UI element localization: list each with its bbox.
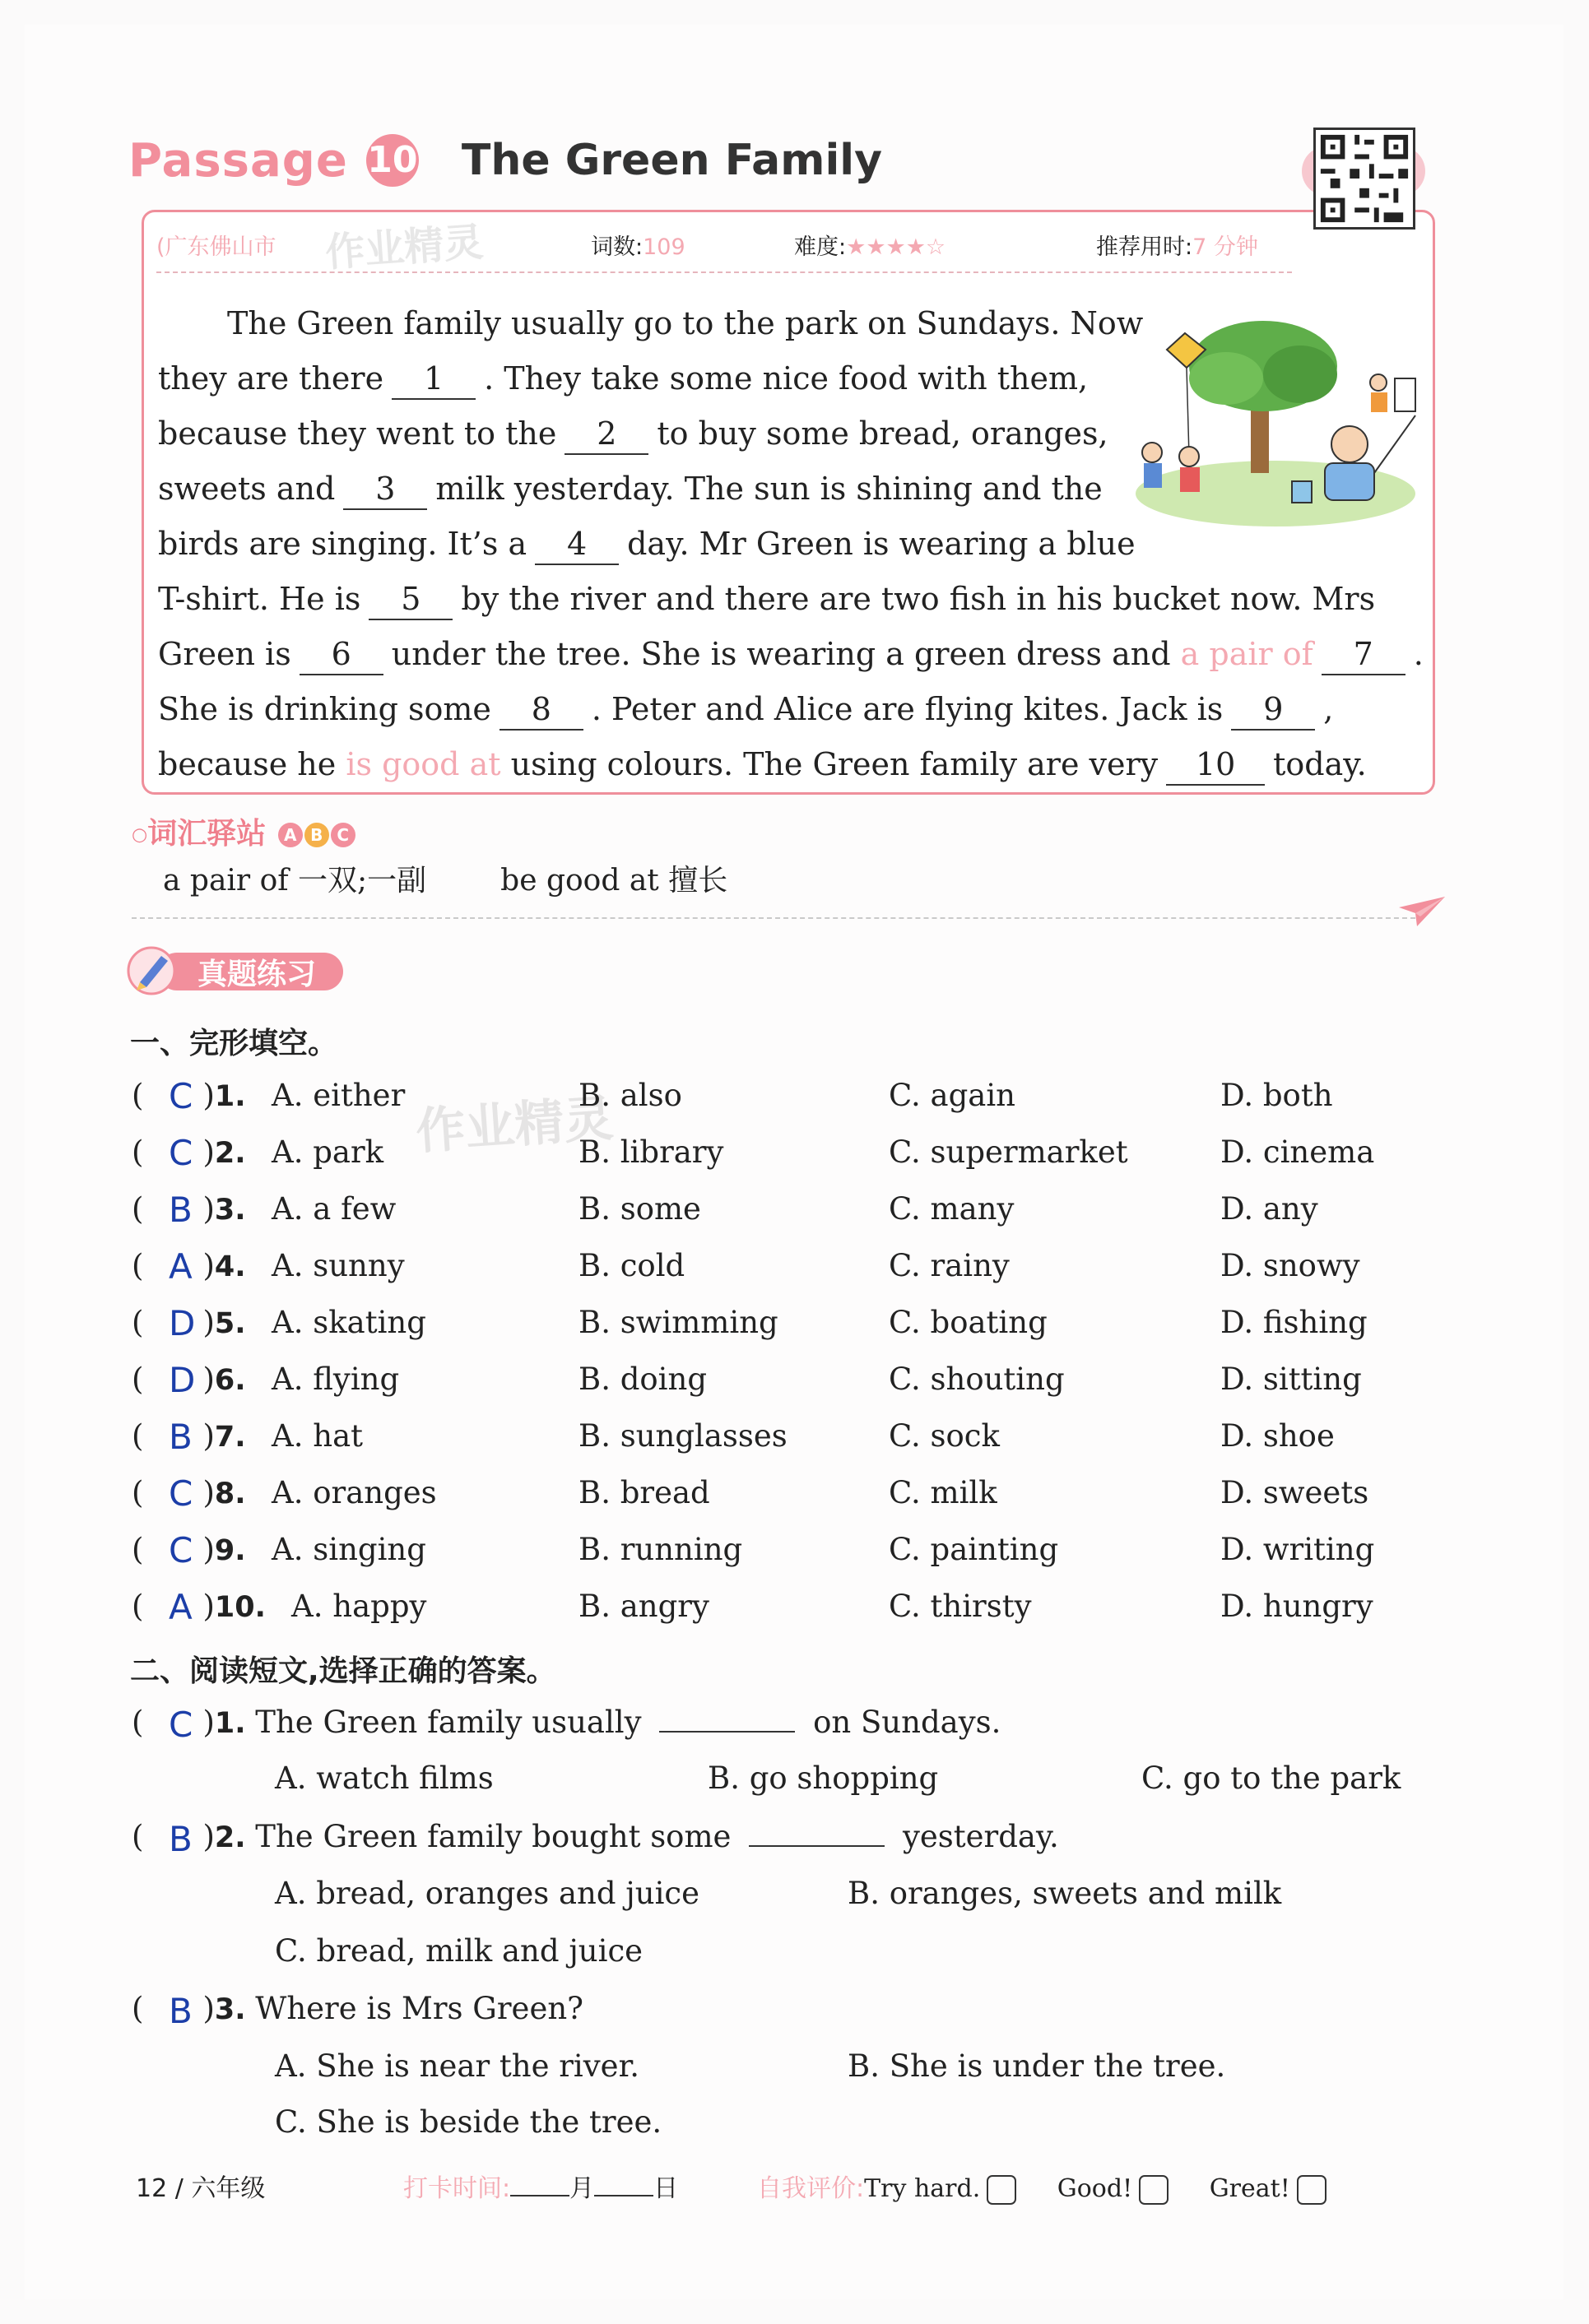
option-b[interactable]: B. running	[578, 1532, 743, 1567]
option-c[interactable]: C. She is beside the tree.	[275, 2104, 662, 2140]
blank-4[interactable]: 4	[535, 524, 619, 565]
option-a[interactable]: A. flying	[272, 1361, 400, 1397]
checkin-time: 打卡时间: 月 日	[403, 2174, 679, 2203]
question-row: ( )1. The Green family usually on Sundays.	[132, 1705, 1001, 1740]
vocab-divider	[132, 917, 1415, 919]
blank-3[interactable]: 3	[343, 469, 427, 510]
option-c[interactable]: C. thirsty	[889, 1589, 1032, 1624]
passage-line: they are there 1 . They take some nice food with them,	[158, 351, 1277, 406]
question-number: 7.	[214, 1421, 246, 1454]
difficulty-stars-icon: ★★★★☆	[846, 234, 946, 260]
passage-line: The Green family usually go to the park on Sundays. Now	[227, 305, 1144, 341]
difficulty-label: 难度:	[794, 234, 847, 260]
question-row: ( )4.	[132, 1248, 246, 1283]
question-number: 3.	[214, 1194, 246, 1227]
option-c[interactable]: C. many	[889, 1191, 1015, 1227]
vocab-title: ○词汇驿站 A B C	[132, 810, 355, 852]
option-c[interactable]: C. milk	[889, 1475, 997, 1510]
blank-2[interactable]: 2	[565, 414, 648, 455]
option-c[interactable]: C. bread, milk and juice	[275, 1933, 643, 1969]
option-a[interactable]: A. bread, oranges and juice	[275, 1876, 700, 1911]
question-row: ( )2.	[132, 1134, 246, 1170]
option-b[interactable]: B. She is under the tree.	[848, 2048, 1226, 2084]
option-d[interactable]: D. fishing	[1220, 1305, 1368, 1340]
option-d[interactable]: D. shoe	[1220, 1418, 1335, 1454]
option-d[interactable]: D. both	[1220, 1078, 1333, 1113]
passage-line: because they went to the 2 to buy some bread, oranges,	[158, 406, 1277, 462]
great-checkbox[interactable]	[1297, 2175, 1326, 2205]
blank-7[interactable]: 7	[1322, 634, 1405, 675]
option-b[interactable]: B. bread	[578, 1475, 710, 1510]
option-c[interactable]: C. supermarket	[889, 1134, 1128, 1170]
option-a[interactable]: A. either	[272, 1078, 406, 1113]
option-c[interactable]: C. painting	[889, 1532, 1059, 1567]
question-number: 5.	[214, 1307, 246, 1340]
question-row: ( )3.	[132, 1191, 246, 1227]
option-b[interactable]: B. also	[578, 1078, 682, 1113]
question-number: 8.	[214, 1477, 246, 1510]
question-number: 2.	[214, 1137, 246, 1170]
option-a[interactable]: A. park	[272, 1134, 384, 1170]
option-d[interactable]: D. any	[1220, 1191, 1318, 1227]
passage-line: T-shirt. He is 5 by the river and there are two fish in his bucket now. Mrs	[158, 572, 1277, 627]
option-b[interactable]: B. go shopping	[708, 1760, 939, 1796]
question-number: 9.	[214, 1534, 246, 1567]
section2-title: 二、阅读短文,选择正确的答案。	[130, 1654, 556, 1688]
option-b[interactable]: B. some	[578, 1191, 701, 1227]
answer-mark: C	[169, 1473, 193, 1514]
option-d[interactable]: D. cinema	[1220, 1134, 1375, 1170]
answer-mark: D	[169, 1360, 196, 1400]
page-number: 12 / 六年级	[136, 2174, 266, 2203]
question-number: 6.	[214, 1364, 246, 1397]
badge-c: C	[331, 823, 355, 847]
question-row: ( )6.	[132, 1361, 246, 1397]
option-b[interactable]: B. library	[578, 1134, 724, 1170]
option-a[interactable]: A. She is near the river.	[275, 2048, 639, 2084]
question-row: ( )3. Where is Mrs Green?	[132, 1991, 584, 2026]
source-text: (广东佛山市	[156, 234, 276, 260]
option-a[interactable]: A. skating	[272, 1305, 426, 1340]
option-a[interactable]: A. a few	[272, 1191, 397, 1227]
question-number: 1.	[214, 1080, 246, 1113]
badge-b: B	[304, 823, 329, 847]
answer-mark: B	[169, 1991, 193, 2031]
highlight-is-good-at: is good at	[346, 746, 501, 782]
passage-number-badge: 10	[366, 134, 419, 187]
answer-mark: C	[169, 1705, 193, 1745]
option-b[interactable]: B. swimming	[578, 1305, 778, 1340]
answer-mark: C	[169, 1530, 193, 1570]
question-row: ( )9.	[132, 1532, 246, 1567]
option-a[interactable]: A. hat	[272, 1418, 363, 1454]
option-c[interactable]: C. go to the park	[1141, 1760, 1401, 1796]
passage-line: She is drinking some 8 . Peter and Alice are flying kites. Jack is 9	[158, 682, 1277, 737]
question-number: 10.	[214, 1591, 266, 1624]
question-row: ( )1.	[132, 1078, 246, 1113]
passage-line: birds are singing. It’s a 4 day. Mr Green is wearing a blue	[158, 517, 1277, 572]
passage-line: Green is 6 under the tree. She is wearing a green dress and a pair of 7	[158, 627, 1277, 682]
answer-mark: A	[169, 1246, 193, 1287]
answer-mark: D	[169, 1303, 196, 1343]
option-c[interactable]: C. boating	[889, 1305, 1048, 1340]
vocab-list	[163, 857, 801, 899]
option-a[interactable]: A. happy	[291, 1589, 427, 1624]
option-a[interactable]: A. watch films	[275, 1760, 494, 1796]
answer-mark: B	[169, 1819, 193, 1859]
good-checkbox[interactable]	[1139, 2175, 1169, 2205]
option-b[interactable]: B. cold	[578, 1248, 685, 1283]
passage-title: The Green Family	[461, 136, 882, 185]
question-row: ( )7.	[132, 1418, 246, 1454]
question-number: 4.	[214, 1250, 246, 1283]
question-row: ( )2. The Green family bought some yesterday.	[132, 1819, 1059, 1854]
qr-code-icon[interactable]	[1313, 128, 1415, 230]
vocab-item: be good at 擅长	[500, 864, 728, 898]
option-b[interactable]: B. oranges, sweets and milk	[848, 1876, 1282, 1911]
passage-header	[128, 123, 882, 197]
blank-5[interactable]: 5	[369, 579, 453, 620]
passage-label: Passage	[128, 133, 348, 188]
option-d[interactable]: D. snowy	[1220, 1248, 1360, 1283]
option-d[interactable]: D. hungry	[1220, 1589, 1373, 1624]
section1-title: 一、完形填空。	[130, 1027, 338, 1060]
watermark: 作业精灵	[323, 219, 486, 276]
vocab-title-text: 词汇驿站	[147, 817, 267, 851]
question-row: ( )8.	[132, 1475, 246, 1510]
option-c[interactable]: C. shouting	[889, 1361, 1065, 1397]
watermark: 作业精灵	[414, 1089, 616, 1162]
option-b[interactable]: B. sunglasses	[578, 1418, 788, 1454]
highlight-a-pair-of: a pair of	[1180, 636, 1313, 672]
question-row: ( )5.	[132, 1305, 246, 1340]
blank-8[interactable]: 8	[499, 689, 583, 731]
option-c[interactable]: C. again	[889, 1078, 1015, 1113]
option-a[interactable]: A. oranges	[272, 1475, 437, 1510]
answer-mark: B	[169, 1190, 193, 1230]
vocab-item: a pair of 一双;一副	[163, 864, 427, 898]
option-a[interactable]: A. sunny	[272, 1248, 405, 1283]
passage-line: because he is good at using colours. The Green family are very 10 today.	[158, 737, 1277, 792]
time-value: 7 分钟	[1192, 234, 1258, 260]
self-evaluation: 自我评价:Try hard. Good! Great!	[757, 2168, 1326, 2205]
blank-1[interactable]: 1	[392, 359, 476, 400]
option-b[interactable]: B. angry	[578, 1589, 709, 1624]
answer-mark: C	[169, 1076, 193, 1116]
option-d[interactable]: D. sitting	[1220, 1361, 1362, 1397]
badge-a: A	[278, 823, 303, 847]
blank-10[interactable]: 10	[1166, 745, 1265, 786]
practice-badge-text: 真题练习	[197, 958, 317, 991]
option-a[interactable]: A. singing	[272, 1532, 426, 1567]
answer-mark: C	[169, 1133, 193, 1173]
word-count: 109	[643, 234, 685, 260]
passage-text	[158, 296, 1376, 792]
paper-plane-icon	[1399, 895, 1445, 928]
option-c[interactable]: C. sock	[889, 1418, 1000, 1454]
blank-6[interactable]: 6	[300, 634, 383, 675]
option-b[interactable]: B. doing	[578, 1361, 708, 1397]
option-d[interactable]: D. sweets	[1220, 1475, 1369, 1510]
word-count-label: 词数:	[591, 234, 643, 260]
option-d[interactable]: D. writing	[1220, 1532, 1375, 1567]
answer-mark: A	[169, 1587, 193, 1627]
time-label: 推荐用时:	[1096, 234, 1193, 260]
answer-mark: B	[169, 1417, 193, 1457]
park-family-illustration	[1127, 317, 1419, 535]
question-row: ( )10.	[132, 1589, 266, 1624]
option-c[interactable]: C. rainy	[889, 1248, 1010, 1283]
try-hard-checkbox[interactable]	[987, 2175, 1016, 2205]
blank-9[interactable]: 9	[1231, 689, 1315, 731]
passage-line: sweets and 3 milk yesterday. The sun is shining and the	[158, 462, 1277, 517]
month-field[interactable]	[510, 2195, 569, 2196]
day-field[interactable]	[594, 2195, 653, 2196]
